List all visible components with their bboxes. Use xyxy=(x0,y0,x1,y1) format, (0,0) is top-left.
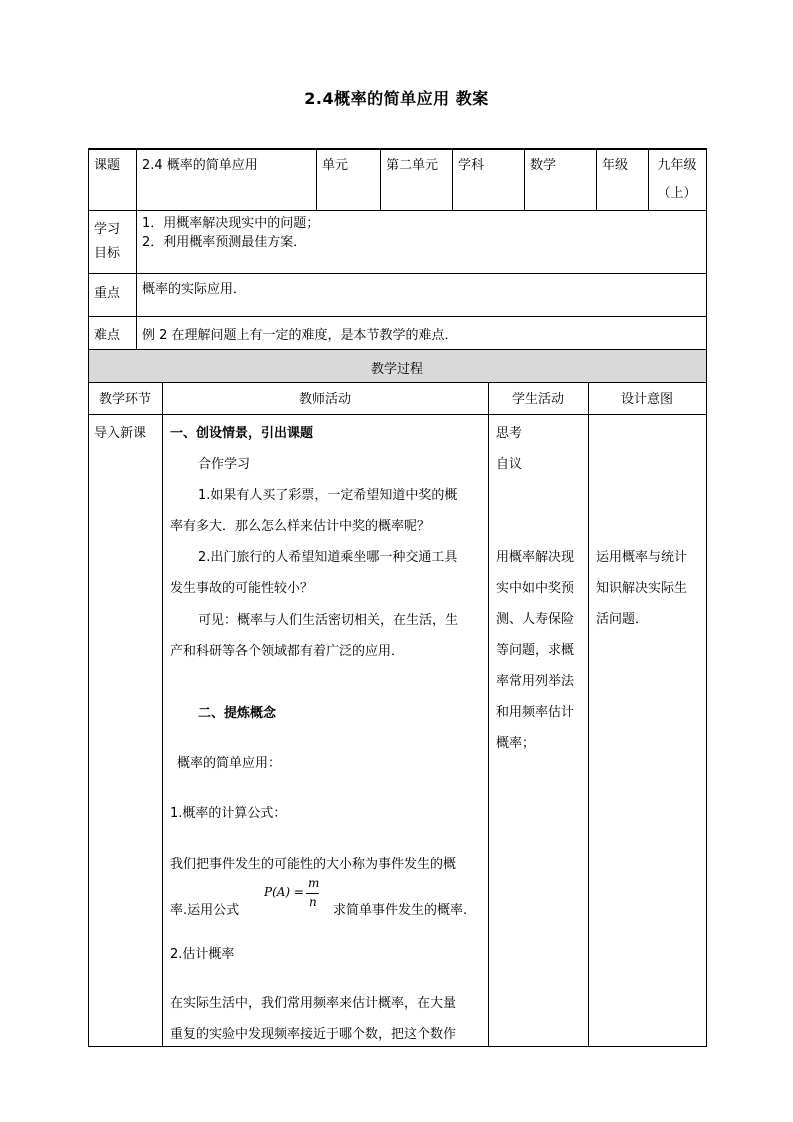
table-rule xyxy=(88,273,707,274)
topic-value: 2.4 概率的简单应用 xyxy=(142,158,258,173)
col-header-student: 学生活动 xyxy=(511,392,564,407)
teacher-heading-1: 一、创设情景，引出课题 xyxy=(170,426,314,441)
document-title: 2.4概率的简单应用 教案 xyxy=(304,89,489,108)
table-col-rule xyxy=(524,148,525,210)
table-col-rule xyxy=(596,148,597,210)
student-line-2: 实中如中奖预 xyxy=(496,581,575,596)
key-point-value: 概率的实际应用． xyxy=(142,282,247,297)
table-border-bottom xyxy=(88,1046,707,1047)
teacher-heading-2: 二、提炼概念 xyxy=(198,706,277,721)
teacher-question-2a: 2.出门旅行的人希望知道乘坐哪一种交通工具 xyxy=(198,550,458,565)
grade-line-2: （上） xyxy=(657,186,697,201)
student-line-5: 率常用列举法 xyxy=(496,674,575,689)
formula-numerator: m xyxy=(308,876,320,890)
unit-value: 第二单元 xyxy=(386,158,439,173)
table-rule xyxy=(88,210,707,211)
teacher-formula-heading: 1.概率的计算公式： xyxy=(170,806,287,821)
teacher-estimate-a: 在实际生活中，我们常用频率来估计概率，在大量 xyxy=(170,996,457,1011)
teacher-definition-a: 我们把事件发生的可能性的大小称为事件发生的概 xyxy=(170,857,457,872)
teacher-cooperative: 合作学习 xyxy=(198,457,251,472)
label-topic: 课题 xyxy=(94,158,121,173)
student-line-1: 用概率解决现 xyxy=(496,550,575,565)
intent-line-1: 运用概率与统计 xyxy=(596,550,688,565)
teacher-conclusion-a: 可见：概率与人们生活密切相关，在生活，生 xyxy=(198,613,459,628)
label-goals xyxy=(88,214,136,270)
table-col-rule xyxy=(648,148,649,210)
goal-item-2: 2．利用概率预测最佳方案． xyxy=(142,235,307,250)
teacher-question-2b: 发生事故的可能性较小？ xyxy=(170,581,314,596)
table-col-rule xyxy=(136,148,137,349)
student-line-3: 测、人寿保险 xyxy=(496,612,575,627)
label-unit: 单元 xyxy=(322,158,349,173)
table-rule xyxy=(88,349,707,350)
student-think: 思考 xyxy=(496,426,523,441)
table-rule xyxy=(88,316,707,317)
teacher-concept-intro: 概率的简单应用： xyxy=(177,756,282,771)
table-border-left xyxy=(88,148,89,1047)
col-header-teacher: 教师活动 xyxy=(298,392,351,407)
label-grade: 年级 xyxy=(602,158,629,173)
student-line-4: 等问题，求概 xyxy=(496,643,575,658)
label-key-point: 重点 xyxy=(94,286,121,301)
table-col-rule xyxy=(380,148,381,210)
table-col-rule xyxy=(316,148,317,210)
intent-line-2: 知识解决实际生 xyxy=(596,581,688,596)
teacher-estimate-b: 重复的实验中发现频率接近于哪个数，把这个数作 xyxy=(170,1027,457,1042)
table-rule xyxy=(88,414,707,415)
col-header-stage: 教学环节 xyxy=(98,392,151,407)
formula-fraction-bar xyxy=(306,893,319,894)
goals-content xyxy=(136,210,706,256)
intent-line-3: 活问题． xyxy=(596,612,649,627)
label-subject: 学科 xyxy=(458,158,485,173)
grade-line-1: 九年级 xyxy=(657,158,697,173)
table-border-top xyxy=(88,148,707,150)
grade-value xyxy=(648,152,706,208)
stage-label: 导入新课 xyxy=(94,426,147,441)
col-header-intent: 设计意图 xyxy=(620,392,673,407)
teacher-definition-b: 率.运用公式 xyxy=(170,903,240,918)
subject-value: 数学 xyxy=(530,158,557,173)
process-title: 教学过程 xyxy=(370,362,423,377)
label-goals-line-2: 目标 xyxy=(94,246,121,261)
table-col-rule xyxy=(588,382,589,1047)
formula-lhs: P(A) = xyxy=(264,885,304,899)
teacher-question-1a: 1.如果有人买了彩票，一定希望知道中奖的概 xyxy=(198,488,458,503)
table-border-right xyxy=(706,148,707,1047)
table-col-rule xyxy=(162,382,163,1047)
table-col-rule xyxy=(452,148,453,210)
teacher-question-1b: 率有多大．那么怎么样来估计中奖的概率呢？ xyxy=(170,519,431,534)
table-rule xyxy=(88,382,707,383)
label-difficulty: 难点 xyxy=(94,328,121,343)
difficulty-value: 例 2 在理解问题上有一定的难度，是本节教学的难点． xyxy=(142,328,458,343)
teacher-conclusion-b: 产和科研等各个领域都有着广泛的应用． xyxy=(170,644,405,659)
student-discuss: 自议 xyxy=(496,457,523,472)
student-line-6: 和用频率估计 xyxy=(496,705,575,720)
student-line-7: 概率； xyxy=(496,736,536,751)
goal-item-1: 1．用概率解决现实中的问题； xyxy=(142,216,320,231)
table-col-rule xyxy=(488,382,489,1047)
label-goals-line-1: 学习 xyxy=(94,222,121,237)
teacher-definition-c: 求简单事件发生的概率. xyxy=(333,903,468,918)
formula-denominator: n xyxy=(309,895,317,909)
teacher-estimate-heading: 2.估计概率 xyxy=(170,947,235,962)
